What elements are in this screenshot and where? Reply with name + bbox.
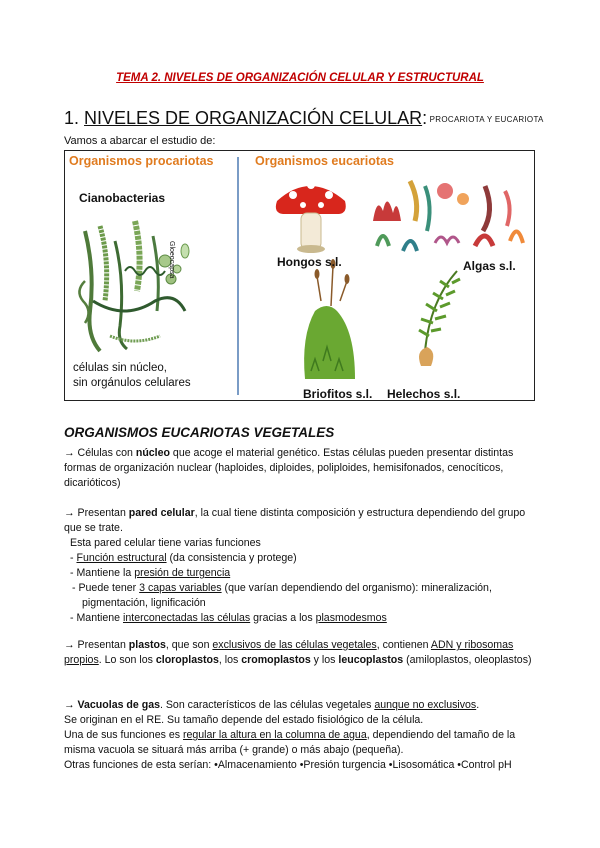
- p3-bold-plastos: plastos: [128, 639, 166, 651]
- p2-list-intro: Esta pared celular tiene varias funciones: [70, 537, 261, 549]
- p4-underline-not-exclusive: aunque no exclusivos: [374, 699, 477, 711]
- eukaryotes-title: Organismos eucariotas: [255, 154, 394, 168]
- section-heading: [64, 108, 544, 129]
- prokaryote-note-line1: células sin núcleo,: [73, 362, 167, 374]
- bryophytes-label: Briofitos s.l.: [303, 387, 373, 401]
- topic-title: TEMA 2. NIVELES DE ORGANIZACIÓN CELULAR Y ESTRUCTURAL: [116, 72, 484, 84]
- p2-text-a: → Presentan: [64, 507, 129, 519]
- section-title: NIVELES DE ORGANIZACIÓN CELULAR: [84, 108, 423, 128]
- cell-wall-functions-list: [64, 551, 544, 626]
- moss-illustration: [304, 259, 355, 379]
- p3-underline-exclusive: exclusivos de las células vegetales: [212, 639, 377, 651]
- p2-text-c: , la cual tiene distinta composición y estructura dependiendo del grupo que se trate.: [64, 507, 526, 534]
- list-item: - Mantiene la presión de turgencia: [70, 567, 231, 579]
- p3-bold-leucoplasts: leucoplastos: [338, 654, 404, 666]
- algae-label: Algas s.l.: [463, 259, 516, 273]
- section-number: 1.: [64, 108, 85, 128]
- p4-bold-gas-vacuoles: Vacuolas de gas: [77, 699, 160, 711]
- list-item: - Puede tener 3 capas variables (que varían dependiendo del organismo): mineralización, pigmentación, lignificación: [72, 582, 492, 609]
- p4-line3: Una de sus funciones es regular la altura en la columna de agua, dependiendo del tamaño de la misma vacuola se situará más arriba (+ grande) o más abajo (pequeña).: [64, 729, 516, 756]
- p2-bold-cell-wall: pared celular: [128, 507, 195, 519]
- p3-underline-dna: ADN y ribosomas propios: [64, 639, 514, 666]
- gas-vacuoles-paragraph: [64, 698, 544, 773]
- list-item: - Función estructural (da consistencia y protege): [70, 552, 297, 564]
- p4-line2: Se originan en el RE. Su tamaño depende del estado fisiológico de la célula.: [64, 714, 424, 726]
- p1-bold-nucleus: núcleo: [135, 447, 170, 459]
- section-colon: :: [422, 108, 428, 128]
- nucleus-paragraph: [64, 446, 544, 491]
- prokaryote-note-line2: sin orgánulos celulares: [73, 377, 191, 389]
- p1-text-c: que acoge el material genético. Estas células pueden presentar distintas formas de organización nuclear (haploides, diploides, poliploides, hemisifonados, cenocíticos, dicarióticos): [64, 447, 514, 489]
- cell-wall-paragraph: [64, 506, 544, 626]
- eukaryotes-heading: ORGANISMOS EUCARIOTAS VEGETALES: [64, 425, 335, 440]
- fern-illustration: [419, 271, 460, 366]
- cyanobacteria-label: Cianobacterias: [79, 191, 166, 205]
- prokaryotes-title: Organismos procariotas: [69, 154, 214, 168]
- p2-lead: [64, 506, 544, 536]
- section-subtitle: PROCARIOTA Y EUCARIOTA: [427, 115, 544, 124]
- prokaryote-note: [73, 361, 191, 391]
- mushroom-illustration: [276, 181, 346, 253]
- p4-line4: Otras funciones de esta serían: •Almacenamiento •Presión turgencia •Lisosomática •Control pH: [64, 759, 512, 771]
- p4-underline-regulate: regular la altura en la columna de agua: [182, 729, 367, 741]
- gloeocapsa-label: Gloeocapsa: [168, 241, 175, 279]
- figure-divider: [237, 157, 239, 395]
- intro-text: Vamos a abarcar el estudio de:: [64, 135, 216, 147]
- organisms-figure: [64, 150, 535, 401]
- p1-text-a: → Células con: [64, 447, 136, 459]
- p3-bold-chromoplasts: cromoplastos: [241, 654, 311, 666]
- p4-line1: → Vacuolas de gas. Son característicos de las células vegetales aunque no exclusivos.: [64, 699, 480, 711]
- p3-bold-chloroplasts: cloroplastos: [155, 654, 219, 666]
- algae-illustration: [373, 181, 523, 251]
- plastids-paragraph: → Presentan plastos, que son exclusivos de las células vegetales, contienen ADN y ribosomas propios. Lo son los cloroplastos, los cromoplastos y los leucoplastos (amiloplastos, oleoplastos): [64, 639, 532, 666]
- fungi-label: Hongos s.l.: [277, 255, 342, 269]
- list-item: - Mantiene interconectadas las células gracias a los plasmodesmos: [70, 612, 387, 624]
- ferns-label: Helechos s.l.: [387, 387, 461, 401]
